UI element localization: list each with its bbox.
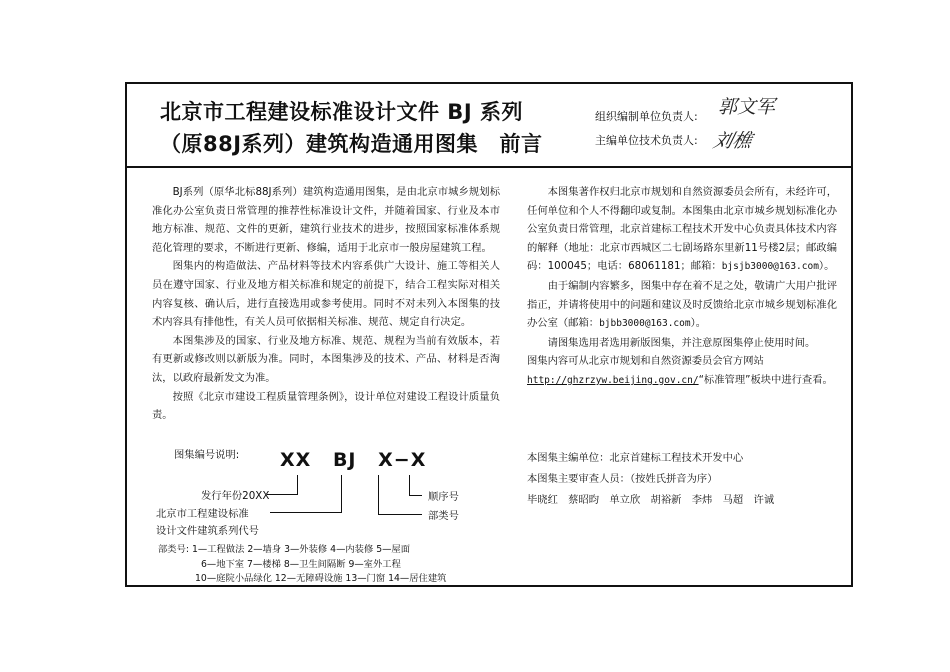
text: ）。 [818, 260, 835, 273]
email: bjbb3000@163.com [599, 318, 691, 330]
code-pattern [280, 449, 426, 471]
text: ）。 [690, 317, 707, 330]
signature-org-leader: 郭文军 [718, 96, 776, 118]
title-line-2: （原88J系列）建筑构造通用图集 前言 [160, 132, 543, 156]
paragraph: 按照《北京市建设工程质量管理条例》，设计单位对建设工程设计质量负责。 [152, 390, 500, 422]
header-divider [125, 166, 853, 168]
category-line-2: 6—地下室 7—楼梯 8—卫生间隔断 9—室外工程 [201, 559, 401, 570]
paragraph: BJ系列（原华北标88J系列）建筑构造通用图集，是由北京市城乡规划标准化办公室负责日常管理的推荐性标准设计文件，并随着国家、行业及本市地方标准、规范、文件的更新，建筑行业技术的进步，按照国家标准体系规范化管理的要求，不断进行更新、修编，适用于北京市一般房屋建筑工程。 [152, 186, 500, 254]
reviewers-label: 本图集主要审查人员：（按姓氏拼音为序） [527, 473, 718, 485]
paragraph: 请图集选用者选用新版图集，并注意原图集停止使用时间。 [547, 336, 816, 349]
paragraph [527, 183, 837, 277]
paragraph [527, 277, 837, 334]
paragraph: 图集内容可从北京市规划和自然资源委员会官方网站 [527, 355, 764, 368]
series-label-2: 设计文件建筑系列代号 [156, 525, 259, 537]
category-line-3: 10—庭院小品绿化 12—无障碍设施 13—门窗 14—居住建筑 [195, 573, 447, 584]
connector [409, 475, 410, 495]
numbering-label: 图集编号说明: [174, 449, 240, 461]
website-link[interactable]: http://ghzrzyw.beijing.gov.cn/ [527, 374, 699, 386]
signature-tech-leader: 刘樵 [710, 130, 755, 152]
left-column [152, 183, 500, 425]
tech-leader-label: 主编单位技术负责人: [595, 134, 698, 147]
connector [341, 475, 342, 512]
connector [267, 494, 298, 495]
text: 本图集著作权归北京市规划和自然资源委员会所有，未经许可，任何单位和个人不得翻印或复制。本图集由北京市城乡规划标准化办公室负责日常管理，北京首建标工程技术开发中心负责具体技术内容的解释（地址：北京市西城区二七剧场路东里新11号楼2层；邮政编码：100045；电话：68061181；邮箱： [527, 186, 837, 273]
connector [297, 475, 298, 494]
paragraph: 本图集涉及的国家、行业及地方标准、规范、规程为当前有效版本，若有更新或修改则以新版为准。同时，本图集涉及的技术、产品、材料是否淘汰，以政府最新发文为准。 [152, 334, 500, 384]
seq-label: 顺序号 [428, 491, 459, 503]
connector [378, 514, 422, 515]
org-leader-label: 组织编制单位负责人: [595, 110, 698, 123]
category-line-1: 部类号: 1—工程做法 2—墙身 3—外装修 4—内装修 5—屋面 [158, 544, 411, 555]
connector [409, 495, 422, 496]
reviewers-list: 毕晓红 蔡昭昀 单立欣 胡裕新 李炜 马超 许诚 [527, 494, 775, 506]
series-label-1: 北京市工程建设标准 [156, 508, 249, 520]
paragraph [527, 371, 837, 391]
code-series: BJ [332, 449, 357, 471]
editor-unit: 本图集主编单位：北京首建标工程技术开发中心 [527, 452, 744, 464]
cat-label: 部类号 [428, 510, 459, 522]
code-cat-seq: X−X [378, 449, 427, 471]
code-year: XX [280, 449, 312, 471]
year-label: 发行年份20XX [201, 490, 270, 502]
text: “标准管理”板块中进行查看。 [698, 373, 833, 386]
email: bjsjb3000@163.com [721, 261, 819, 273]
connector [378, 475, 379, 514]
text: 由于编制内容繁多，图集中存在着不足之处，敬请广大用户批评指正，并请将使用中的问题和建议及时反馈给北京市城乡规划标准化办公室（邮箱： [527, 279, 837, 330]
connector [270, 512, 342, 513]
paragraph: 图集内的构造做法、产品材料等技术内容系供广大设计、施工等相关人员在遵守国家、行业及地方相关标准和规定的前提下，结合工程实际对相关内容复核、确认后，进行直接选用或参考使用。同时不对未列入本图集的技术内容具有排他性，有关人员可依据相关标准、规范、规定自行决定。 [152, 260, 500, 329]
title-line-1: 北京市工程建设标准设计文件 BJ 系列 [160, 100, 523, 124]
right-column [527, 183, 837, 391]
